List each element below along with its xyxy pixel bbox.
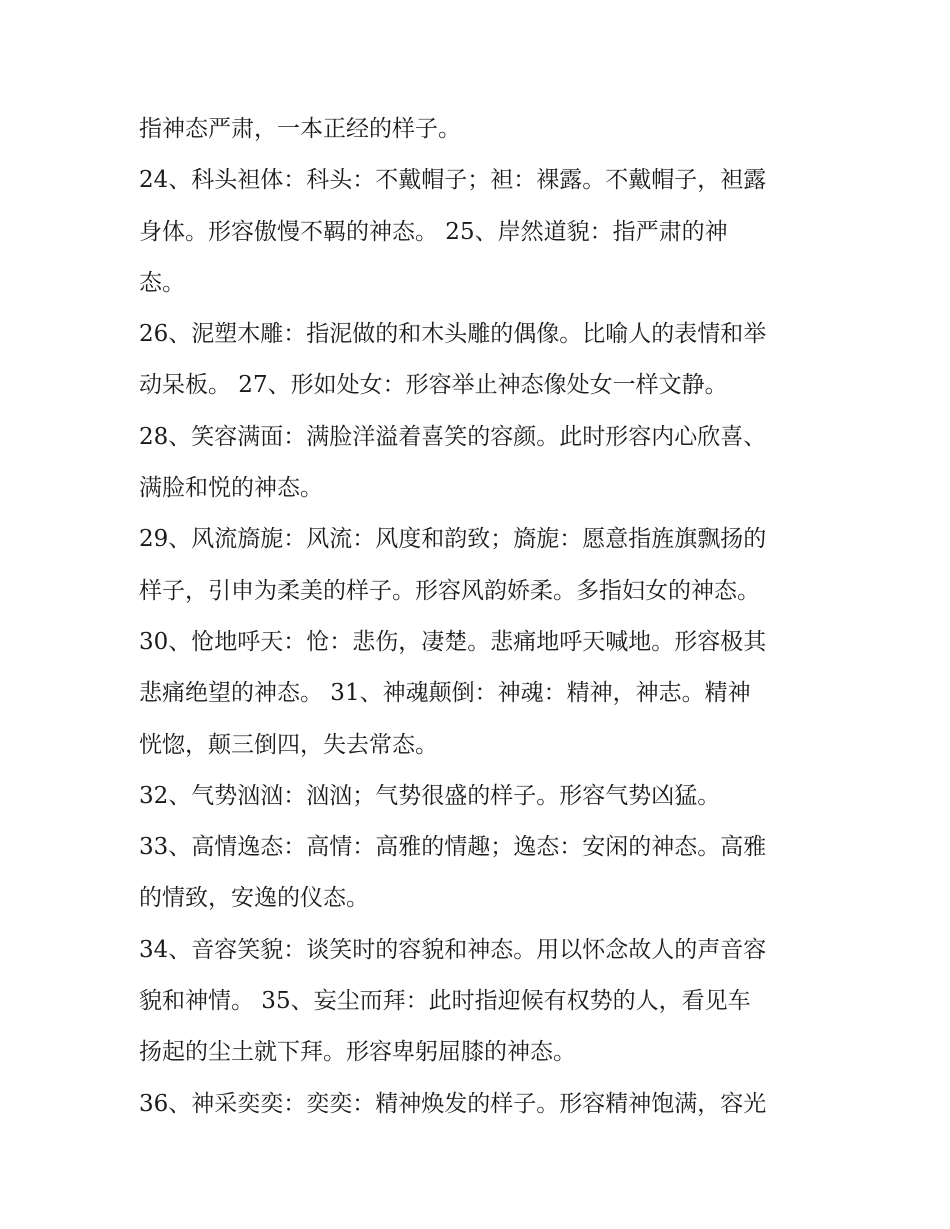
text-line: 扬起的尘土就下拜。形容卑躬屈膝的神态。 bbox=[139, 1039, 576, 1066]
text-line: 恍惚，颠三倒四，失去常态。 bbox=[139, 731, 438, 758]
text-line: 身体。形容傲慢不羁的神态。 25、岸然道貌：指严肃的神 bbox=[139, 218, 728, 245]
body-text bbox=[139, 104, 829, 1130]
text-line: 26、泥塑木雕：指泥做的和木头雕的偶像。比喻人的表情和举 bbox=[139, 321, 767, 348]
text-line: 24、科头袒体：科头：不戴帽子；袒：裸露。不戴帽子，袒露 bbox=[139, 167, 767, 194]
text-line: 指神态严肃，一本正经的样子。 bbox=[139, 116, 461, 142]
text-line: 样子，引申为柔美的样子。形容风韵娇柔。多指妇女的神态。 bbox=[139, 577, 760, 604]
text-line: 悲痛绝望的神态。 31、神魂颠倒：神魂：精神，神志。精神 bbox=[139, 680, 751, 707]
text-line: 动呆板。 27、形如处女：形容举止神态像处女一样文静。 bbox=[139, 372, 728, 399]
text-line: 29、风流旖旎：风流：风度和韵致；旖旎：愿意指旌旗飘扬的 bbox=[139, 526, 767, 553]
text-line: 34、音容笑貌：谈笑时的容貌和神态。用以怀念故人的声音容 bbox=[139, 936, 767, 963]
text-line: 32、气势汹汹：汹汹；气势很盛的样子。形容气势凶猛。 bbox=[139, 782, 721, 809]
text-line: 36、神采奕奕：奕奕：精神焕发的样子。形容精神饱满，容光 bbox=[139, 1090, 767, 1117]
text-line: 30、怆地呼天：怆：悲伤，凄楚。悲痛地呼天喊地。形容极其 bbox=[139, 628, 767, 655]
text-line: 的情致，安逸的仪态。 bbox=[139, 885, 369, 912]
text-line: 33、高情逸态：高情：高雅的情趣；逸态：安闲的神态。高雅 bbox=[139, 834, 767, 861]
text-line: 满脸和悦的神态。 bbox=[139, 475, 323, 502]
text-line: 貌和神情。 35、妄尘而拜：此时指迎候有权势的人，看见车 bbox=[139, 988, 751, 1015]
text-line: 态。 bbox=[139, 269, 185, 296]
text-line: 28、笑容满面：满脸洋溢着喜笑的容颜。此时形容内心欣喜、 bbox=[139, 423, 767, 450]
